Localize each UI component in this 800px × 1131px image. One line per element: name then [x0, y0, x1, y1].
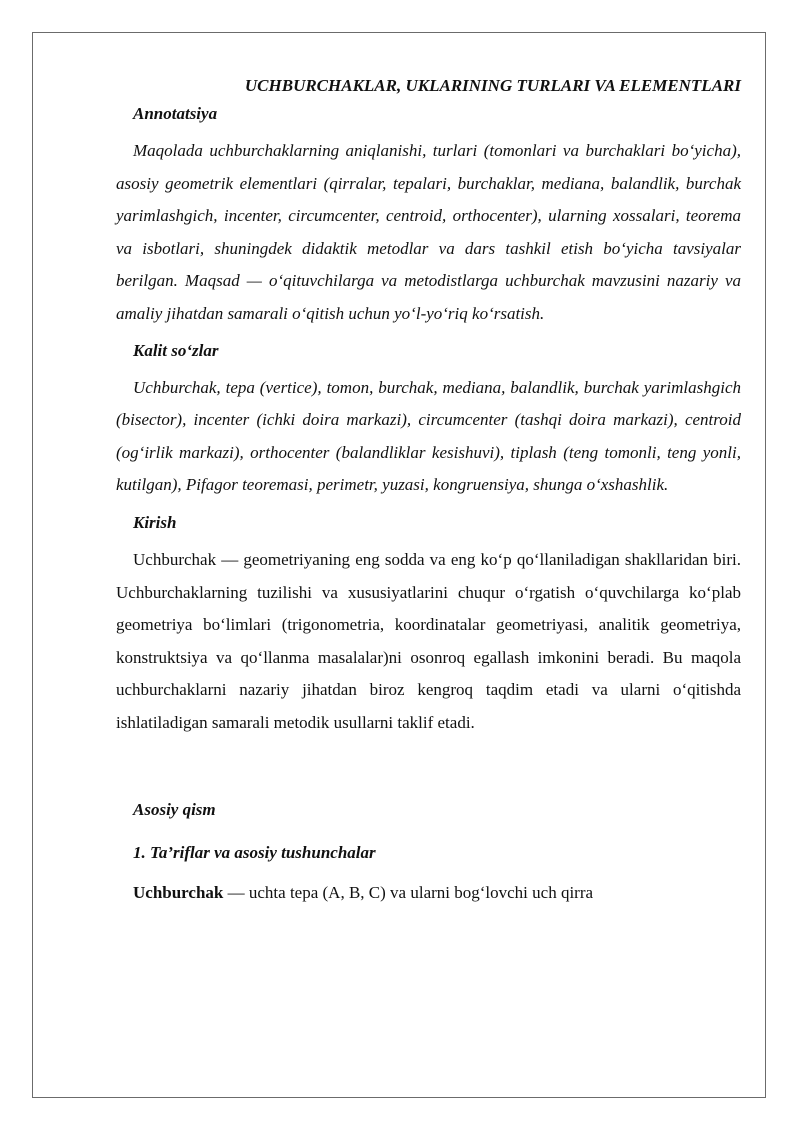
section-1-heading: 1. Ta’riflar va asosiy tushunchalar — [133, 842, 376, 862]
document-title: UCHBURCHAKLAR, UKLARINING TURLARI VA ELEMENTLARI — [244, 76, 741, 95]
document-body — [116, 74, 741, 909]
annotation-text: Maqolada uchburchaklarning aniqlanishi, turlari (tomonlari va burchaklari bo‘yicha), asosiy geometrik elementlari (qirralar, tepalari, burchaklar, mediana, balandlik, burchak yarimlashgich, incenter, circumcenter, centroid, orthocenter), ularning xossalari, teorema va isbotlari, shuningdek didaktik metodlar va dars tashkil etish bo‘yicha tavsiyalar berilgan. Maqsad — o‘qituvchilarga va metodistlarga uchburchak mavzusini nazariy va amaliy jihatdan samarali o‘qitish uchun yo‘l-yo‘riq ko‘rsatish. — [116, 141, 741, 323]
definition-text: — uchta tepa (A, B, C) va ularni bog‘lovchi uch qirra — [223, 882, 594, 902]
keywords-heading: Kalit so‘zlar — [133, 340, 219, 360]
annotation-heading: Annotatsiya — [133, 104, 218, 123]
definition-paragraph — [116, 877, 741, 910]
definition-term: Uchburchak — [133, 882, 224, 902]
keywords-text: Uchburchak, tepa (vertice), tomon, burchak, mediana, balandlik, burchak yarimlashgich (bisector), incenter (ichki doira markazi), circumcenter (tashqi doira markazi), centroid (og‘irlik markazi), orthocenter (balandliklar kesishuvi), tiplash (teng tomonli, teng yonli, kutilgan), Pifagor teoremasi, perimetr, yuzasi, kongruensiya, shunga o‘xshashlik. — [116, 377, 741, 495]
introduction-heading: Kirish — [133, 512, 177, 532]
main-heading: Asosiy qism — [133, 799, 216, 819]
introduction-text: Uchburchak — geometriyaning eng sodda va eng ko‘p qo‘llaniladigan shakllaridan biri. Uchburchaklarning tuzilishi va xususiyatlarini chuqur o‘rgatish o‘quvchilarga ko‘plab geometriya bo‘limlari (trigonometria, koordinatalar geometriyasi, analitik geometriya, konstruktsiya va qo‘llanma masalalar)ni osonroq egallash imkonini beradi. Bu maqola uchburchaklarni nazariy jihatdan biroz kengroq taqdim etadi va ularni o‘qitishda ishlatiladigan samarali metodik usullarni taklif etadi. — [116, 549, 741, 732]
